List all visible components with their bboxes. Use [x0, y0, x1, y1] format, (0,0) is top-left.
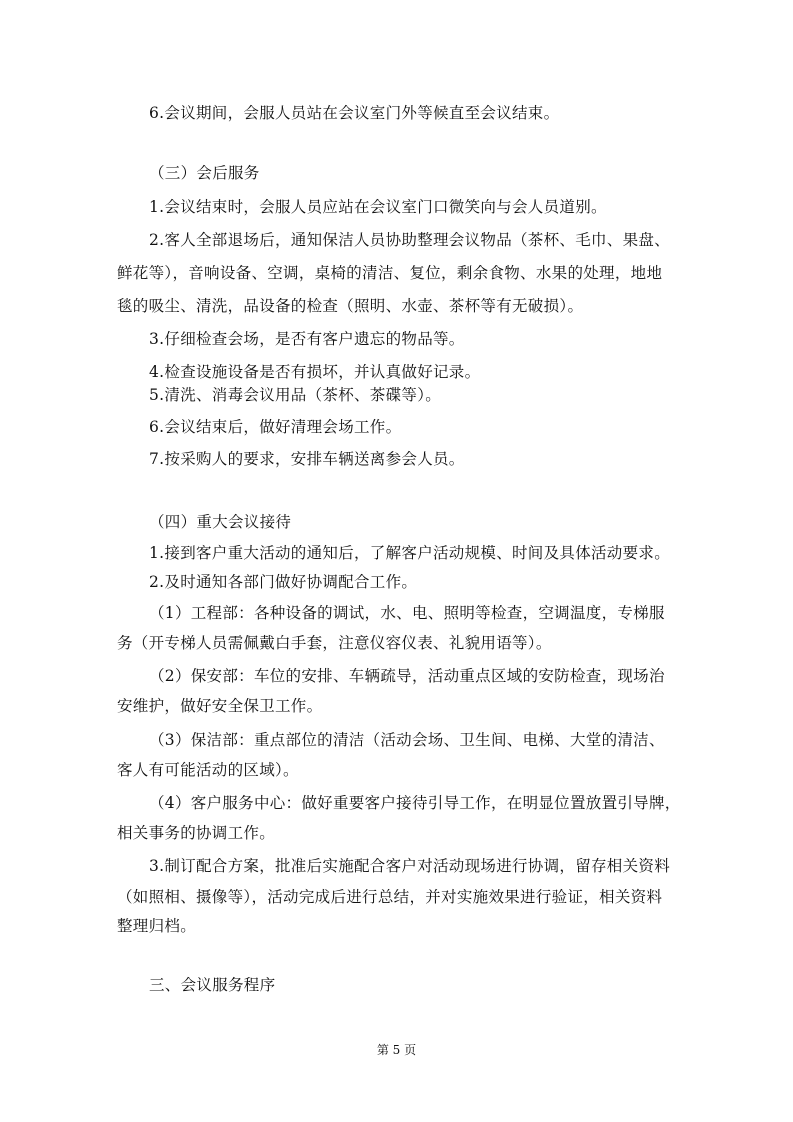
paragraph-line: 安维护，做好安全保卫工作。: [117, 697, 323, 715]
paragraph-line: 务（开专梯人员需佩戴白手套，注意仪容仪表、礼貌用语等）。: [117, 634, 552, 652]
paragraph-line: 7.按采购人的要求，安排车辆送离参会人员。: [149, 450, 465, 468]
paragraph-line: 6.会议结束后，做好清理会场工作。: [149, 418, 402, 436]
paragraph-line: 毯的吸尘、清洗，品设备的检查（照明、水壶、茶杯等有无破损）。: [117, 297, 584, 315]
page-number: 第 5 页: [376, 1043, 417, 1057]
paragraph-line: 3.仔细检查会场，是否有客户遗忘的物品等。: [149, 330, 465, 348]
paragraph-line: （如照相、摄像等），活动完成后进行总结，并对实施效果进行验证，相关资料: [117, 888, 663, 906]
paragraph-line: 1.会议结束时，会服人员应站在会议室门口微笑向与会人员道别。: [149, 198, 607, 216]
paragraph-line: 4.检查设施设备是否有损坏，并认真做好记录。: [149, 363, 481, 381]
paragraph-line: 鲜花等），音响设备、空调，桌椅的清洁、复位，剩余食物、水果的处理，地地: [117, 264, 663, 282]
paragraph-line: 2.客人全部退场后，通知保洁人员协助整理会议物品（茶杯、毛巾、果盘、: [149, 231, 670, 249]
paragraph-line: 相关事务的协调工作。: [117, 824, 276, 842]
paragraph-line: 5.清洗、消毒会议用品（茶杯、茶碟等）。: [149, 386, 442, 404]
paragraph-line: （3）保洁部：重点部位的清洁（活动会场、卫生间、电梯、大堂的清洁、: [149, 731, 665, 749]
paragraph-line: 客人有可能活动的区域）。: [117, 761, 299, 779]
paragraph-line: （2）保安部：车位的安排、车辆疏导，活动重点区域的安防检查，现场治: [149, 667, 665, 685]
paragraph-line: 3.制订配合方案，批准后实施配合客户对活动现场进行协调，留存相关资料: [149, 857, 670, 875]
paragraph-line: 整理归档。: [117, 917, 197, 935]
paragraph-line: （4）客户服务中心：做好重要客户接待引导工作，在明显位置放置引导牌，: [149, 794, 681, 812]
paragraph-line: 1.接到客户重大活动的通知后，了解客户活动规模、时间及具体活动要求。: [149, 544, 670, 562]
paragraph-line: 6.会议期间，会服人员站在会议室门外等候直至会议结束。: [149, 104, 560, 122]
paragraph-line: （1）工程部：各种设备的调试，水、电、照明等检查，空调温度，专梯服: [149, 604, 665, 622]
paragraph-line: 2.及时通知各部门做好协调配合工作。: [149, 573, 418, 591]
section-heading: 三、会议服务程序: [149, 976, 276, 994]
section-heading: （四）重大会议接待: [149, 513, 292, 531]
section-heading: （三）会后服务: [149, 164, 260, 182]
